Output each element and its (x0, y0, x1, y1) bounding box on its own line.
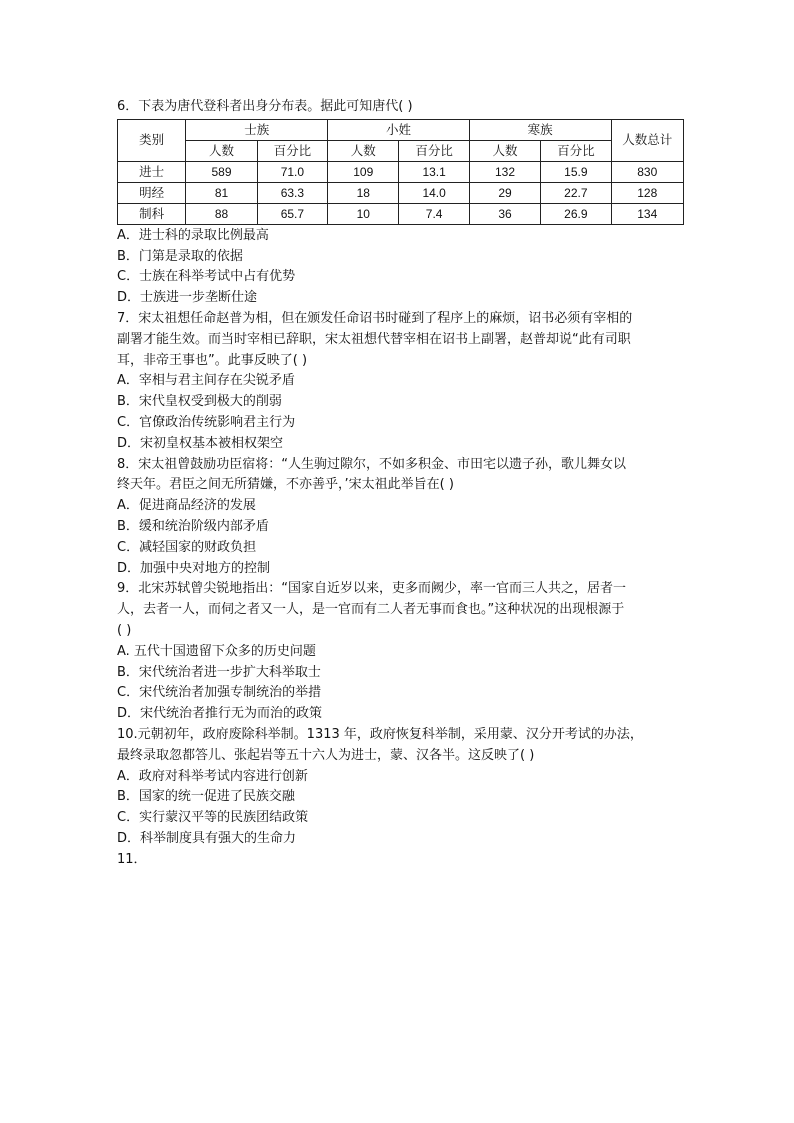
answer-option-a: A. 五代十国遗留下众多的历史问题 (117, 643, 316, 659)
question-8-stem (117, 455, 687, 497)
question-10-stem (117, 725, 687, 767)
answer-option-c: C．宋代统治者加强专制统治的举措 (117, 685, 322, 701)
table-cell: 10 (328, 203, 399, 224)
table-cell: 71.0 (257, 161, 327, 182)
question-8 (117, 455, 687, 580)
question-9-stem (117, 579, 687, 641)
header-total: 人数总计 (611, 119, 683, 161)
table-cell: 36 (469, 203, 540, 224)
answer-option-a: A．宰相与君主间存在尖锐矛盾 (117, 373, 295, 389)
table-subheader-row (118, 140, 684, 161)
question-7 (117, 309, 687, 455)
table-cell: 13.1 (399, 161, 469, 182)
answer-option-c: C．实行蒙汉平等的民族团结政策 (117, 810, 309, 826)
subheader-cell: 百分比 (541, 140, 611, 161)
question-6 (117, 97, 687, 309)
stem-line: 耳，非帝王事也”。此事反映了( ) (117, 352, 308, 368)
answer-option-b: B．缓和统治阶级内部矛盾 (117, 518, 269, 534)
question-10 (117, 725, 687, 850)
header-group: 寒族 (469, 119, 611, 140)
answer-option-d: D．加强中央对地方的控制 (117, 560, 271, 576)
table-cell: 109 (328, 161, 399, 182)
question-11 (117, 850, 687, 871)
answer-option-d: D．士族进一步垄断仕途 (117, 290, 258, 306)
stem-line: 10.元朝初年，政府废除科举制。1313 年，政府恢复科举制，采用蒙、汉分开考试的办法， (117, 726, 643, 742)
table-cell: 589 (186, 161, 257, 182)
answer-option-c: C．减轻国家的财政负担 (117, 539, 257, 555)
answer-option-d: D．宋代统治者推行无为而治的政策 (117, 706, 323, 722)
stem-line: 人，去者一人，而伺之者又一人，是一官而有二人者无事而食也。”这种状况的出现根源于 (117, 602, 625, 618)
table-cell: 14.0 (399, 182, 469, 203)
subheader-cell: 百分比 (257, 140, 327, 161)
subheader-cell: 人数 (328, 140, 399, 161)
header-category: 类别 (118, 119, 186, 161)
table-cell: 63.3 (257, 182, 327, 203)
table-cell: 830 (611, 161, 683, 182)
table-cell: 18 (328, 182, 399, 203)
stem-line: 终天年。君臣之间无所猜嫌，不亦善乎，’宋太祖此举旨在( ) (117, 477, 454, 493)
table-row (118, 182, 684, 203)
question-9 (117, 579, 687, 725)
row-label: 制科 (118, 203, 186, 224)
table-header-row (118, 119, 684, 140)
table-cell: 65.7 (257, 203, 327, 224)
table-cell: 128 (611, 182, 683, 203)
answer-option-b: B．宋代统治者进一步扩大科举取士 (117, 664, 321, 680)
stem-line: 8．宋太祖曾鼓励功臣宿将：“人生驹过隙尔，不如多积金、市田宅以遗子孙，歌儿舞女以 (117, 456, 627, 472)
stem-line: 9．北宋苏轼曾尖锐地指出：“国家自近岁以来，吏多而阙少，率一官而三人共之，居者一 (117, 581, 627, 597)
table-cell: 132 (469, 161, 540, 182)
answer-option-c: C．官僚政治传统影响君主行为 (117, 414, 296, 430)
answer-option-a: A．进士科的录取比例最高 (117, 227, 269, 243)
stem-line: ( ) (117, 622, 132, 638)
answer-option-c: C．士族在科举考试中占有优势 (117, 269, 296, 285)
question-7-stem (117, 309, 687, 371)
stem-line: 7．宋太祖想任命赵普为相，但在颁发任命诏书时碰到了程序上的麻烦，诏书必须有宰相的 (117, 310, 633, 326)
header-group: 士族 (186, 119, 328, 140)
stem-line: 副署才能生效。而当时宰相已辞职，宋太祖想代替宰相在诏书上副署，赵普却说“此有司职 (117, 331, 631, 347)
question-11-stem: 11． (117, 851, 147, 867)
answer-option-a: A．促进商品经济的发展 (117, 498, 256, 514)
subheader-cell: 百分比 (399, 140, 469, 161)
table-cell: 22.7 (541, 182, 611, 203)
row-label: 明经 (118, 182, 186, 203)
origin-distribution-table (117, 119, 684, 225)
answer-option-b: B．门第是录取的依据 (117, 248, 243, 264)
table-row (118, 203, 684, 224)
question-6-stem: 6．下表为唐代登科者出身分布表。据此可知唐代( ) (117, 99, 413, 114)
table-row (118, 161, 684, 182)
table-cell: 88 (186, 203, 257, 224)
table-cell: 29 (469, 182, 540, 203)
answer-option-b: B．国家的统一促进了民族交融 (117, 789, 295, 805)
table-cell: 26.9 (541, 203, 611, 224)
header-group: 小姓 (328, 119, 470, 140)
table-cell: 15.9 (541, 161, 611, 182)
row-label: 进士 (118, 161, 186, 182)
table-cell: 7.4 (399, 203, 469, 224)
answer-option-d: D．科举制度具有强大的生命力 (117, 830, 297, 846)
table-cell: 134 (611, 203, 683, 224)
answer-option-b: B．宋代皇权受到极大的削弱 (117, 394, 282, 410)
subheader-cell: 人数 (186, 140, 257, 161)
answer-option-d: D．宋初皇权基本被相权架空 (117, 435, 284, 451)
subheader-cell: 人数 (469, 140, 540, 161)
exam-page (117, 97, 687, 871)
stem-line: 最终录取忽都答儿、张起岩等五十六人为进士，蒙、汉各半。这反映了( ) (117, 747, 535, 763)
answer-option-a: A．政府对科举考试内容进行创新 (117, 768, 308, 784)
table-cell: 81 (186, 182, 257, 203)
